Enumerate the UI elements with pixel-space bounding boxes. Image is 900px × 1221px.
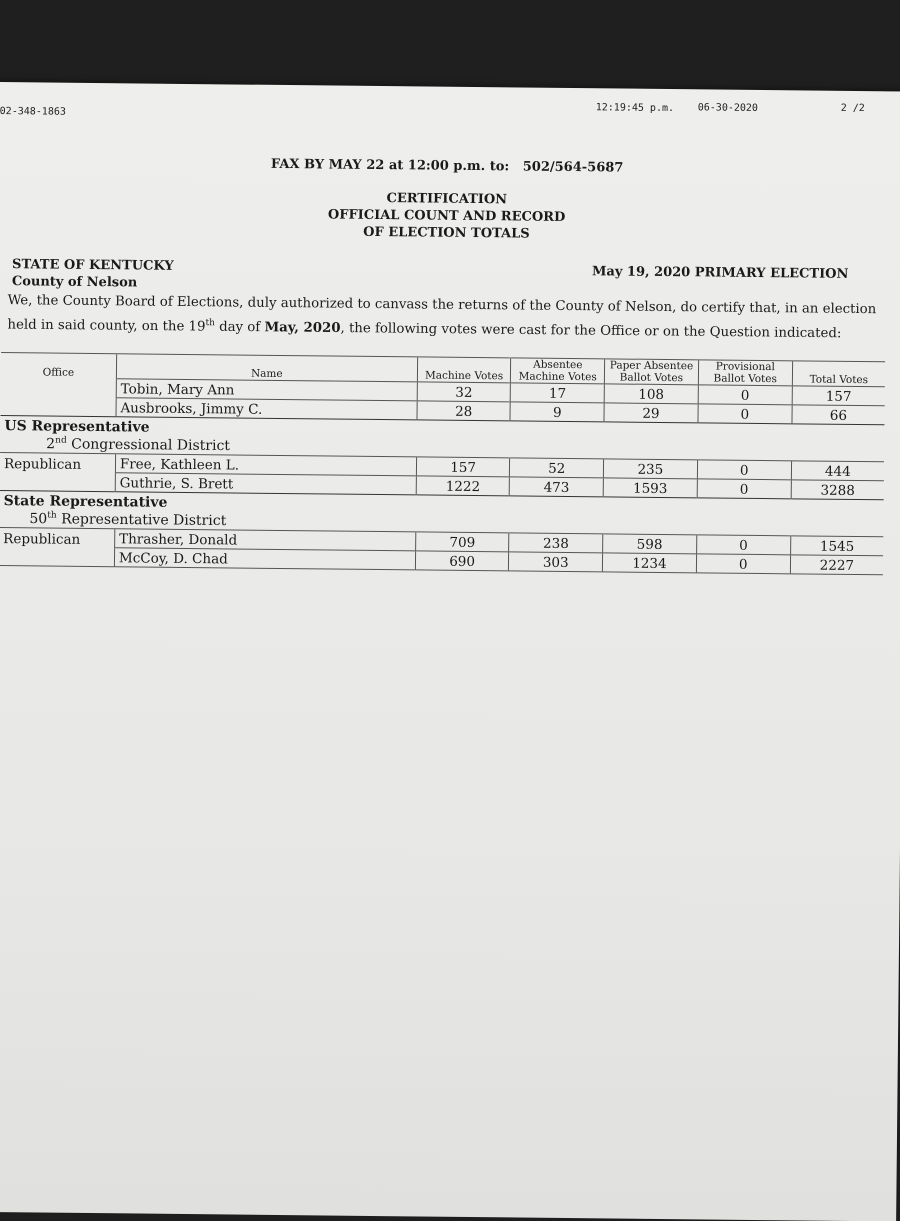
provisional-votes: 0 (697, 479, 791, 499)
absentee-machine-votes: 52 (510, 458, 604, 478)
statement-text-1: We, the County Board of Elections, duly authorized to canvass the returns of the County of Nelson, do certify that, in an election held in said county, on the 19 (7, 293, 877, 335)
provisional-votes: 0 (697, 460, 791, 480)
office-title: US Representative (0, 416, 884, 444)
total-votes: 3288 (791, 480, 884, 500)
candidate-name: McCoy, D. Chad (114, 548, 415, 570)
statement-date: May, 2020 (264, 320, 341, 337)
district-sup: nd (55, 435, 67, 447)
party-cell (0, 547, 115, 567)
total-votes: 157 (792, 386, 885, 406)
district-number: 50 (29, 511, 48, 528)
district-number: 2 (46, 436, 56, 453)
statement-text-2: day of (214, 319, 265, 336)
total-votes: 444 (791, 461, 884, 481)
paper-absentee-votes: 1234 (602, 553, 696, 573)
paper-absentee-votes: 598 (603, 534, 697, 554)
paper-absentee-votes: 29 (604, 403, 698, 423)
fax-phone: 02-348-1863 (0, 106, 66, 118)
provisional-votes: 0 (698, 385, 792, 405)
paper-absentee-votes: 108 (604, 384, 698, 404)
paper-absentee-votes: 1593 (603, 478, 697, 498)
party-cell (1, 378, 117, 398)
absentee-machine-votes: 303 (509, 552, 603, 572)
fax-date: 06-30-2020 (697, 102, 759, 114)
col-machine: Machine Votes (417, 357, 511, 383)
title-line-2: OFFICIAL COUNT AND RECORD (327, 207, 566, 225)
col-provisional: Provisional Ballot Votes (698, 360, 792, 386)
district-sup: th (47, 510, 57, 521)
provisional-votes: 0 (696, 554, 790, 574)
col-total: Total Votes (792, 361, 885, 387)
party-cell (0, 472, 115, 492)
certification-statement (7, 290, 877, 345)
district-name: Representative District (56, 511, 227, 530)
col-paper-absentee: Paper Absentee Ballot Votes (604, 359, 698, 385)
county-label: County of Nelson (11, 274, 138, 291)
provisional-votes: 0 (698, 404, 792, 424)
party-cell: Republican (0, 453, 116, 473)
election-label: May 19, 2020 PRIMARY ELECTION (591, 264, 849, 282)
candidate-name: Free, Kathleen L. (115, 454, 416, 476)
fax-time: 12:19:45 p.m. (595, 102, 675, 115)
total-votes: 66 (792, 405, 885, 425)
statement-sup: th (205, 318, 216, 329)
total-votes: 1545 (790, 536, 883, 556)
candidate-name: Guthrie, S. Brett (115, 473, 416, 495)
machine-votes: 709 (415, 532, 509, 552)
party-cell: Republican (0, 528, 115, 548)
machine-votes: 157 (416, 457, 510, 477)
fax-instruction: FAX BY MAY 22 at 12:00 p.m. to: 502/564-5687 (270, 156, 624, 176)
absentee-machine-votes: 473 (510, 477, 604, 497)
absentee-machine-votes: 17 (511, 383, 605, 403)
provisional-votes: 0 (696, 535, 790, 555)
candidate-name: Tobin, Mary Ann (116, 379, 417, 401)
col-name: Name (116, 354, 417, 382)
document-title (0, 186, 897, 246)
absentee-machine-votes: 9 (510, 402, 604, 422)
certification-document (0, 82, 900, 1221)
total-votes: 2227 (790, 555, 883, 575)
candidate-name: Thrasher, Donald (115, 529, 416, 551)
fax-page: 2 /2 (840, 102, 865, 115)
candidate-name: Ausbrooks, Jimmy C. (116, 398, 417, 420)
col-office: Office (1, 353, 117, 379)
party-cell (1, 397, 117, 417)
district-name: Congressional District (66, 436, 231, 455)
machine-votes: 1222 (416, 476, 510, 496)
state-label: STATE OF KENTUCKY (12, 257, 174, 274)
machine-votes: 28 (417, 401, 511, 421)
title-line-1: CERTIFICATION (386, 191, 508, 208)
statement-text-3: , the following votes were cast for the Office or on the Question indicated: (340, 321, 842, 342)
paper-absentee-votes: 235 (603, 459, 697, 479)
office-title: State Representative (0, 491, 884, 519)
machine-votes: 690 (415, 551, 509, 571)
absentee-machine-votes: 238 (509, 533, 603, 553)
votes-table (0, 352, 885, 575)
machine-votes: 32 (417, 382, 511, 402)
title-line-3: OF ELECTION TOTALS (363, 224, 530, 242)
col-absentee-machine: Absentee Machine Votes (511, 358, 605, 384)
